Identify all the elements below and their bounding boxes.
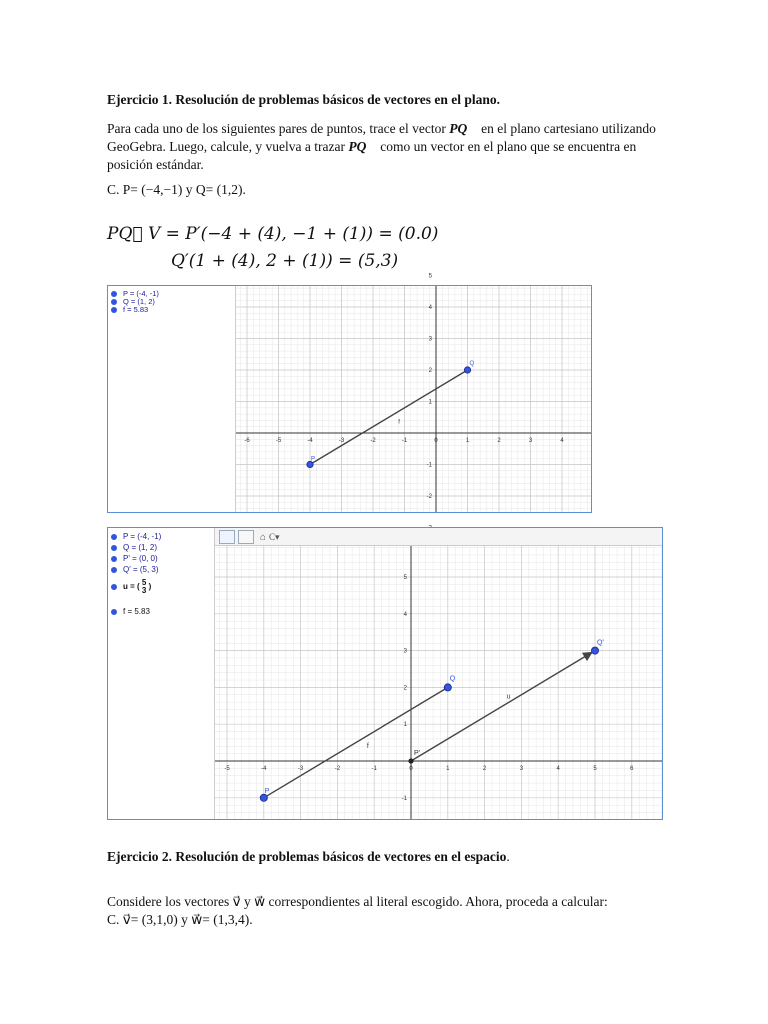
y-tick-label: -1 (426, 462, 432, 469)
graphics-view-1[interactable] (236, 273, 591, 512)
label-p-prime: P' (414, 750, 421, 757)
label-f: f (366, 743, 369, 751)
y-tick-label: -1 (401, 795, 407, 802)
grid (215, 546, 662, 819)
algebra-item-p[interactable] (111, 532, 161, 541)
x-tick-label: -5 (275, 438, 282, 444)
algebra-item-q[interactable] (111, 543, 157, 552)
segment-f[interactable] (310, 370, 468, 465)
point-dot-icon (111, 534, 117, 540)
point-dot-icon (111, 609, 117, 615)
x-tick-label: 2 (482, 766, 487, 772)
u-matrix: u = ( 5 3 ) (123, 578, 152, 595)
point-dot-icon (111, 584, 117, 590)
algebra-text: P = (-4, -1) (123, 532, 162, 541)
algebra-item-u[interactable] (111, 579, 151, 595)
x-tick-label: 4 (556, 766, 560, 772)
y-tick-label: 4 (403, 611, 407, 618)
label-q-prime: Q' (597, 639, 604, 647)
y-tick-label: 3 (403, 648, 407, 655)
y-tick-label: 5 (403, 575, 407, 581)
exercise2-title-text: Ejercicio 2. Resolución de problemas básicos de vectores en el espacio (107, 849, 507, 864)
style-dropdown-icon[interactable]: C▾ (269, 531, 280, 542)
instructions-part-b: en el plano cartesiano utilizando GeoGebra. Luego, calcule, y vuelva a trazar (107, 121, 656, 154)
y-tick-label: 1 (428, 399, 432, 406)
axes (236, 286, 591, 512)
y-tick-label: 2 (403, 685, 407, 692)
y-tick-label: -2 (426, 494, 432, 500)
x-tick-label: 3 (519, 766, 524, 772)
label-f: f (398, 419, 400, 426)
algebra-item-f[interactable] (111, 607, 150, 616)
algebra-view-2 (108, 528, 215, 819)
point-p-prime[interactable] (408, 758, 413, 763)
x-tick-label: -3 (297, 766, 304, 772)
x-tick-label: -2 (370, 438, 376, 444)
point-dot-icon (111, 556, 117, 562)
algebra-view-1 (108, 286, 236, 512)
equation-line-2: Q′(1 + (4), 2 + (1)) = (5,3) (171, 251, 399, 271)
algebra-item-f[interactable] (111, 305, 148, 314)
label-p: P (264, 787, 270, 795)
label-q: Q (469, 361, 475, 367)
point-dot-icon (111, 567, 117, 573)
point-dot-icon (111, 545, 117, 551)
x-tick-label: -1 (371, 766, 377, 772)
x-tick-label: 5 (593, 766, 597, 772)
x-tick-label: 1 (465, 438, 470, 444)
instructions-part-c: como un vector en el plano que se encuentra en posición estándar. (107, 139, 637, 172)
point-dot-icon (111, 291, 117, 297)
x-tick-label: -1 (401, 438, 408, 444)
x-tick-label: -5 (224, 766, 230, 772)
geogebra-graph-1 (107, 273, 592, 513)
grid (236, 286, 591, 512)
exercise2-consider: Considere los vectores v⃗ y w⃗ correspondientes al literal escogido. Ahora, proceda a calcular: (107, 894, 608, 909)
graphics-toolbar (215, 528, 662, 546)
graphics-view-2[interactable] (215, 546, 662, 819)
vector-pq-label-2: PQ⃗ (348, 139, 377, 154)
point-q[interactable] (444, 684, 451, 691)
x-tick-label: 1 (446, 766, 450, 772)
algebra-text: Q = (1, 2) (123, 297, 155, 306)
y-tick-label: 2 (428, 368, 432, 374)
point-dot-icon (111, 299, 117, 305)
instructions-part-a: Para cada uno de los siguientes pares de puntos, trace el vector (107, 121, 450, 136)
x-tick-label: 3 (528, 438, 533, 444)
segment-f[interactable] (264, 687, 448, 797)
vector-u[interactable] (411, 652, 592, 761)
equation-line-1: PQ⃗ V = P′(−4 + (4), −1 + (1)) = (0.0) (107, 224, 439, 244)
x-tick-label: -4 (261, 766, 267, 772)
item-c-points: C. P= (−4,−1) y Q= (1,2). (107, 182, 246, 197)
algebra-item-p-prime[interactable] (111, 554, 158, 563)
point-dot-icon (111, 307, 117, 313)
label-q: Q (449, 675, 456, 683)
y-tick-label: 3 (428, 336, 432, 343)
algebra-text: P' = (0, 0) (123, 554, 158, 563)
exercise1-instructions (107, 120, 667, 174)
exercise2-item-c: C. v⃗= (3,1,0) y w⃗= (1,3,4). (107, 912, 253, 927)
exercise2-title (107, 849, 510, 865)
point-p[interactable] (260, 794, 267, 801)
y-tick-label: 4 (428, 305, 432, 311)
exercise2-instructions (107, 893, 707, 929)
geogebra-graph-2 (107, 527, 663, 820)
graphics-icon[interactable] (219, 530, 235, 544)
y-tick-label: 1 (403, 722, 407, 729)
algebra-item-q-prime[interactable] (111, 565, 159, 574)
algebra-text: f = 5.83 (123, 305, 149, 314)
x-tick-label: 6 (630, 766, 634, 772)
label-p: P (311, 456, 316, 463)
grid-icon[interactable] (238, 530, 254, 544)
vector-pq-label: PQ⃗ (449, 121, 478, 136)
x-tick-label: 2 (497, 438, 501, 444)
home-icon[interactable]: ⌂ (260, 531, 267, 543)
x-tick-label: -2 (334, 766, 341, 772)
point-q-prime[interactable] (591, 647, 598, 654)
x-tick-label: 0 (434, 438, 438, 444)
y-tick-label: 5 (428, 273, 432, 280)
algebra-text: Q = (1, 2) (123, 543, 158, 552)
label-u: u (506, 693, 511, 701)
exercise2-title-period: . (506, 849, 510, 864)
x-tick-label: 0 (409, 766, 413, 772)
algebra-text: Q' = (5, 3) (123, 565, 159, 574)
exercise1-title: Ejercicio 1. Resolución de problemas básicos de vectores en el plano. (107, 92, 500, 107)
x-tick-label: 4 (560, 438, 564, 444)
x-tick-label: -3 (338, 438, 345, 444)
x-tick-label: -4 (307, 438, 313, 444)
point-q[interactable] (464, 367, 470, 373)
algebra-text: f = 5.83 (123, 607, 150, 616)
algebra-text: P = (-4, -1) (123, 289, 159, 298)
x-tick-label: -6 (244, 438, 250, 444)
